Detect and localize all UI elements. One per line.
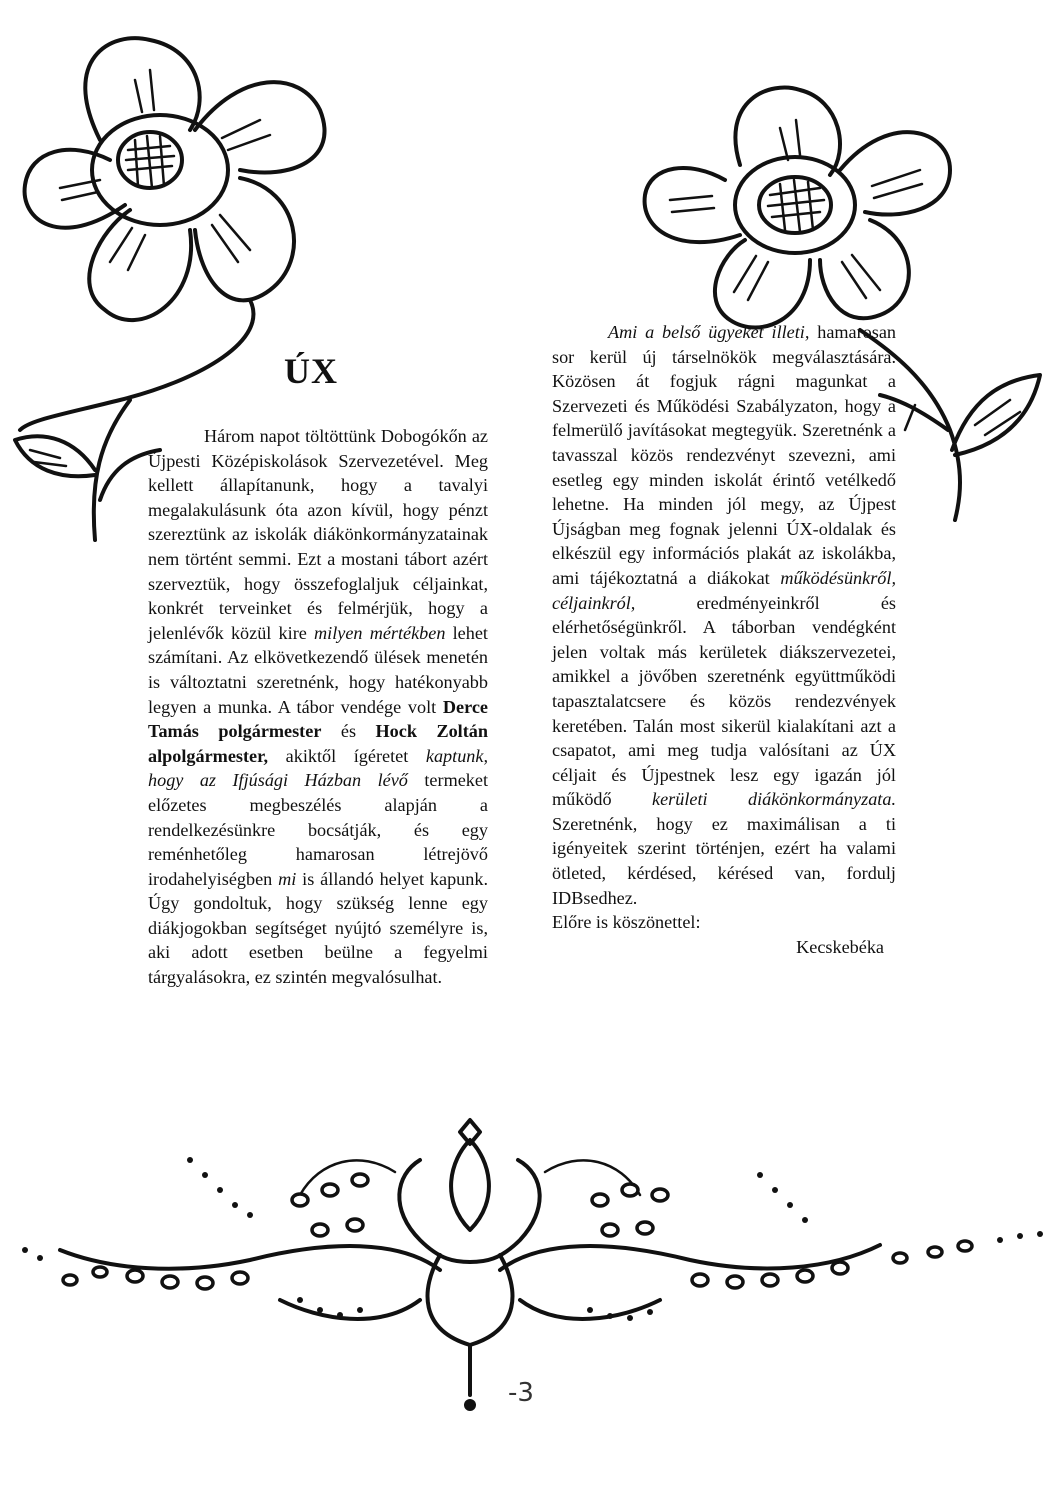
italic-text: kerületi diákönkormányzata. <box>652 789 896 810</box>
author-signature: Kecskebéka <box>796 936 884 957</box>
italic-text: működésünkről, céljainkról, <box>552 567 896 613</box>
page-number: -3 <box>508 1378 534 1408</box>
tulip-ornament-border <box>22 1120 1043 1411</box>
text-span: is állandó helyet kapunk. Úgy gondoltuk, hogy szükség lenne egy diákjogokban segítséget nyújtó személyre is, aki adott esetben beülne a fegyelmi tárgyalásokra, ez szintén megvalósulhat. <box>148 868 488 988</box>
text-span: Szeretnénk, hogy ez maximálisan a ti igényeitek szerint történjen, ezért ha valami ötleted, kérdésed, kérésed van, fordulj IDBsedhez. <box>552 813 896 908</box>
guest-name: Hock Zoltán alpolgármester, <box>148 721 488 766</box>
article-title: ÚX <box>284 351 338 392</box>
guest-name: Derce Tamás polgármester <box>148 696 488 742</box>
text-span: hamarosan sor kerül új társelnökök megválasztására. Közösen át fogjuk rágni magunkat a Szervezeti és Működési Szabályzaton, hogy a felmerülő javításokat megtegyük. Szeretnénk a tavasszal közös rendezvényt szevezni, ami esetleg egy minden iskolát érintő vetélkedő lehetne. Ha minden jól megy, az Újpest Újságban meg fognak jelenni ÚX-oldalak és elkészül egy információs plakát az iskolákba, ami tájékoztatná a diákokat <box>552 322 897 588</box>
text-span: és <box>321 721 376 742</box>
closing-line: Előre is köszönettel: <box>552 912 701 933</box>
italic-text: mi <box>278 868 297 889</box>
text-span: termeket előzetes megbeszélés alapján a rendelkezésünkre bocsátják, és egy reménhetőleg hamarosan létrejövő irodahelyiségben <box>148 770 489 889</box>
text-span: eredményeinkről és elérhetőségünkről. A táborban vendégként jelen voltak más kerületek diákszervezetei, amikkel a jövőben szeretnénk együttműködi tapasztalatcsere és közös rendezvények keretében. Talán most sikerül kialakítani azt a csapatot, ami meg tudja valósítani az ÚX céljait és Újpestnek lesz egy igazán jól működő <box>552 592 896 810</box>
italic-text: Ami a belső ügyeket illeti, <box>608 322 810 342</box>
italic-text: milyen mértékben <box>314 622 446 643</box>
article-paragraph <box>148 424 488 990</box>
text-span: akiktől ígéretet <box>268 745 426 766</box>
italic-text: kaptunk, hogy az Ifjúsági Házban lévő <box>148 745 488 791</box>
article-right-column <box>552 320 896 959</box>
article-paragraph <box>552 320 896 910</box>
article-left-column <box>148 424 488 990</box>
text-span: lehet számítani. Az elkövetkezendő ülések menetén is változtatni szeretnénk, hogy hatékonyabb legyen a munka. A tábor vendége volt <box>148 622 488 717</box>
text-span: Három napot töltöttünk Dobogókőn az Újpesti Középiskolások Szervezetével. Meg kellett állapítanunk, hogy a tavalyi megalakulásunk óta azon kívül, hogy pénzt szereztünk az iskolák diákönkormányzatainak nem történt semmi. Ezt a mostani tábort azért szerveztük, hogy összefoglaljuk céljainkat, konkrét terveinket és felmérjük, hogy a jelenlévők közül kire <box>148 426 488 643</box>
